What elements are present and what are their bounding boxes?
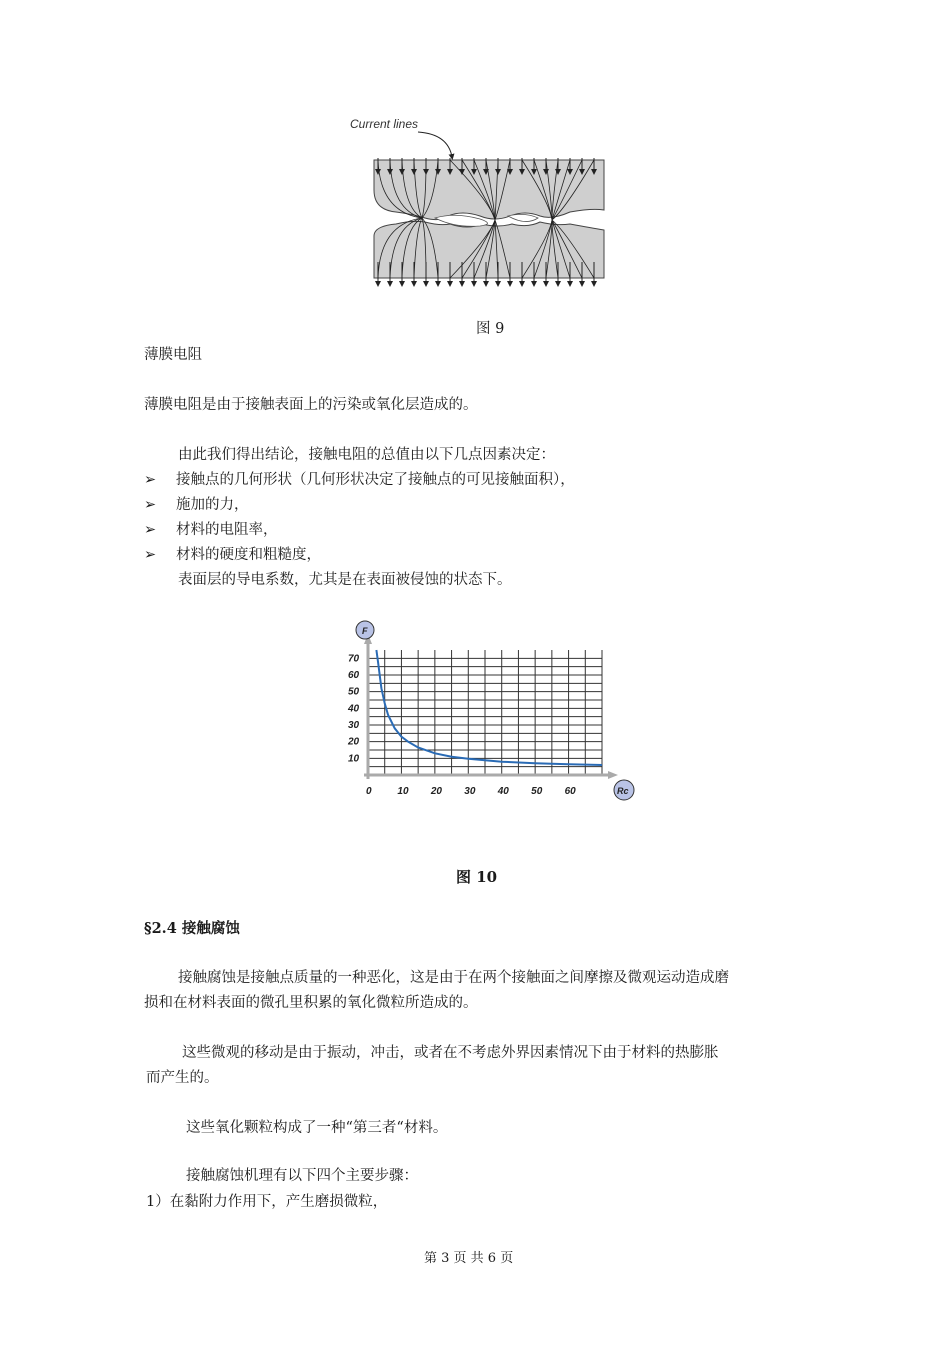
y-tick-label: 50 (348, 686, 360, 698)
y-tick-label: 10 (348, 753, 360, 765)
list-item-text: 接触点的几何形状（几何形状决定了接触点的可见接触面积）， (176, 472, 575, 488)
y-tick-label: 20 (348, 736, 360, 748)
section-paragraph-2-line-2: 而产生的。 (146, 1070, 219, 1086)
figure-9-current-lines-diagram (330, 112, 630, 302)
y-tick-label: 60 (348, 670, 360, 681)
section-paragraph-2-line-1: 这些微观的移动是由于振动，冲击，或者在不考虑外界因素情况下由于材料的热膨胀 (182, 1045, 719, 1061)
section-step-1: 1）在黏附力作用下，产生磨损微粒， (146, 1194, 388, 1210)
current-lines-label: Current lines (350, 117, 419, 131)
conclusion-trailing: 表面层的导电系数，尤其是在表面被侵蚀的状态下。 (178, 572, 512, 588)
list-item (144, 468, 575, 489)
y-tick-label: 30 (348, 720, 360, 731)
section-heading: §2.4 接触腐蚀 (144, 920, 240, 937)
thin-film-heading: 薄膜电阻 (144, 347, 202, 363)
y-tick-label: 70 (348, 653, 360, 665)
bullet-arrow-icon: ➢ (144, 497, 157, 513)
list-item-text: 材料的硬度和粗糙度， (176, 547, 321, 563)
y-tick-label: 40 (348, 703, 360, 715)
x-tick-label: 50 (531, 786, 543, 797)
figure-10-chart (330, 612, 650, 817)
list-item (144, 518, 278, 539)
section-paragraph-3: 这些氧化颗粒构成了一种“第三者“材料。 (186, 1120, 448, 1136)
x-tick-label: 40 (497, 786, 509, 797)
list-item (144, 543, 321, 564)
page-footer: 第 3 页 共 6 页 (424, 1251, 514, 1266)
section-paragraph-1-line-1: 接触腐蚀是接触点质量的一种恶化，这是由于在两个接触面之间摩擦及微观运动造成磨 (178, 970, 729, 986)
x-tick-label: 10 (397, 786, 409, 797)
x-axis-arrow-icon (608, 771, 618, 779)
x-tick-label: 20 (430, 786, 442, 797)
conclusion-intro: 由此我们得出结论，接触电阻的总值由以下几点因素决定： (178, 447, 555, 463)
figure-10-caption: 图 10 (456, 868, 498, 886)
list-item (144, 493, 249, 514)
x-tick-label: 30 (464, 786, 476, 797)
list-item-text: 材料的电阻率， (176, 522, 278, 538)
x-tick-label: 60 (564, 786, 576, 797)
bullet-arrow-icon: ➢ (144, 547, 157, 563)
y-axis-label: F (362, 626, 368, 636)
thin-film-paragraph: 薄膜电阻是由于接触表面上的污染或氧化层造成的。 (144, 397, 478, 413)
x-tick-label: 0 (366, 786, 372, 797)
list-item-text: 施加的力， (176, 497, 249, 513)
section-paragraph-4: 接触腐蚀机理有以下四个主要步骤： (186, 1168, 418, 1184)
figure-9-caption: 图 9 (476, 321, 505, 337)
bullet-arrow-icon: ➢ (144, 522, 157, 538)
bullet-arrow-icon: ➢ (144, 472, 157, 488)
x-axis-label: Rc (617, 786, 629, 796)
section-paragraph-1-line-2: 损和在材料表面的微孔里积累的氧化微粒所造成的。 (144, 995, 478, 1011)
